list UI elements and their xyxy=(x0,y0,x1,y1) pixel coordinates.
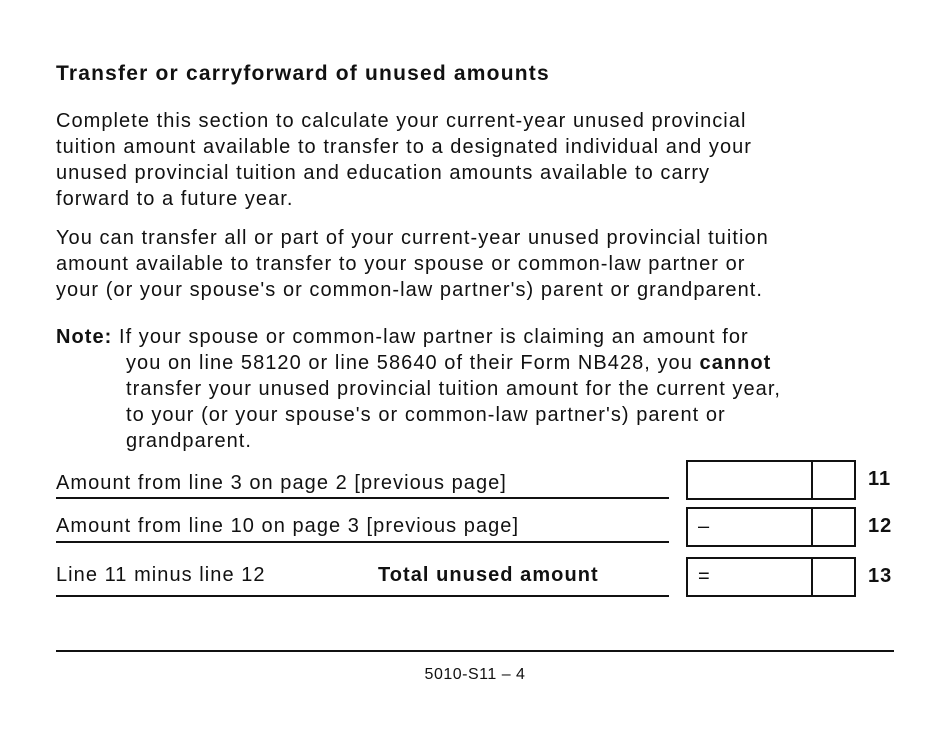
total-unused-label: Total unused amount xyxy=(378,564,599,586)
footer-rule xyxy=(56,650,894,652)
line-number-11: 11 xyxy=(868,468,892,490)
text-line: you on line 58120 or line 58640 of their Form NB428, you xyxy=(126,352,700,374)
text-line: If your spouse or common-law partner is claiming an amount for xyxy=(112,326,749,348)
line-11-label: Amount from line 3 on page 2 [previous page] xyxy=(56,472,507,494)
minus-sign: – xyxy=(698,515,710,538)
text-line: unused provincial tuition and education amounts available to carry xyxy=(56,162,711,184)
line-11-amount-field[interactable] xyxy=(686,460,856,500)
transfer-paragraph xyxy=(56,225,769,303)
line-12-amount-field[interactable] xyxy=(686,507,856,547)
line-number-12: 12 xyxy=(868,515,893,537)
text-line: transfer your unused provincial tuition amount for the current year, xyxy=(126,378,782,400)
divider xyxy=(56,595,669,597)
text-line: grandparent. xyxy=(126,430,253,452)
divider xyxy=(56,541,669,543)
line-number-13: 13 xyxy=(868,565,893,587)
text-line: amount available to transfer to your spouse or common-law partner or xyxy=(56,253,746,275)
divider xyxy=(56,497,669,499)
cents-divider xyxy=(811,559,813,595)
text-line: your (or your spouse's or common-law partner's) parent or grandparent. xyxy=(56,279,763,301)
note-label: Note: xyxy=(56,326,113,348)
section-title: Transfer or carryforward of unused amounts xyxy=(56,62,550,85)
intro-paragraph xyxy=(56,108,752,212)
text-line: Complete this section to calculate your current-year unused provincial xyxy=(56,110,747,132)
page-footer: 5010-S11 – 4 xyxy=(424,666,526,683)
text-line: forward to a future year. xyxy=(56,188,294,210)
text-line: You can transfer all or part of your current-year unused provincial tuition xyxy=(56,227,769,249)
text-line: tuition amount available to transfer to a designated individual and your xyxy=(56,136,752,158)
cents-divider xyxy=(811,509,813,545)
cents-divider xyxy=(811,462,813,498)
line-13-amount-field[interactable] xyxy=(686,557,856,597)
line-13-label xyxy=(56,564,266,587)
line-12-label: Amount from line 10 on page 3 [previous page] xyxy=(56,515,520,537)
note xyxy=(56,324,781,454)
equals-sign: = xyxy=(698,565,710,588)
text-line: to your (or your spouse's or common-law partner's) parent or xyxy=(126,404,726,426)
emphasis: cannot xyxy=(699,352,772,374)
line-13-text: Line 11 minus line 12 xyxy=(56,564,266,586)
